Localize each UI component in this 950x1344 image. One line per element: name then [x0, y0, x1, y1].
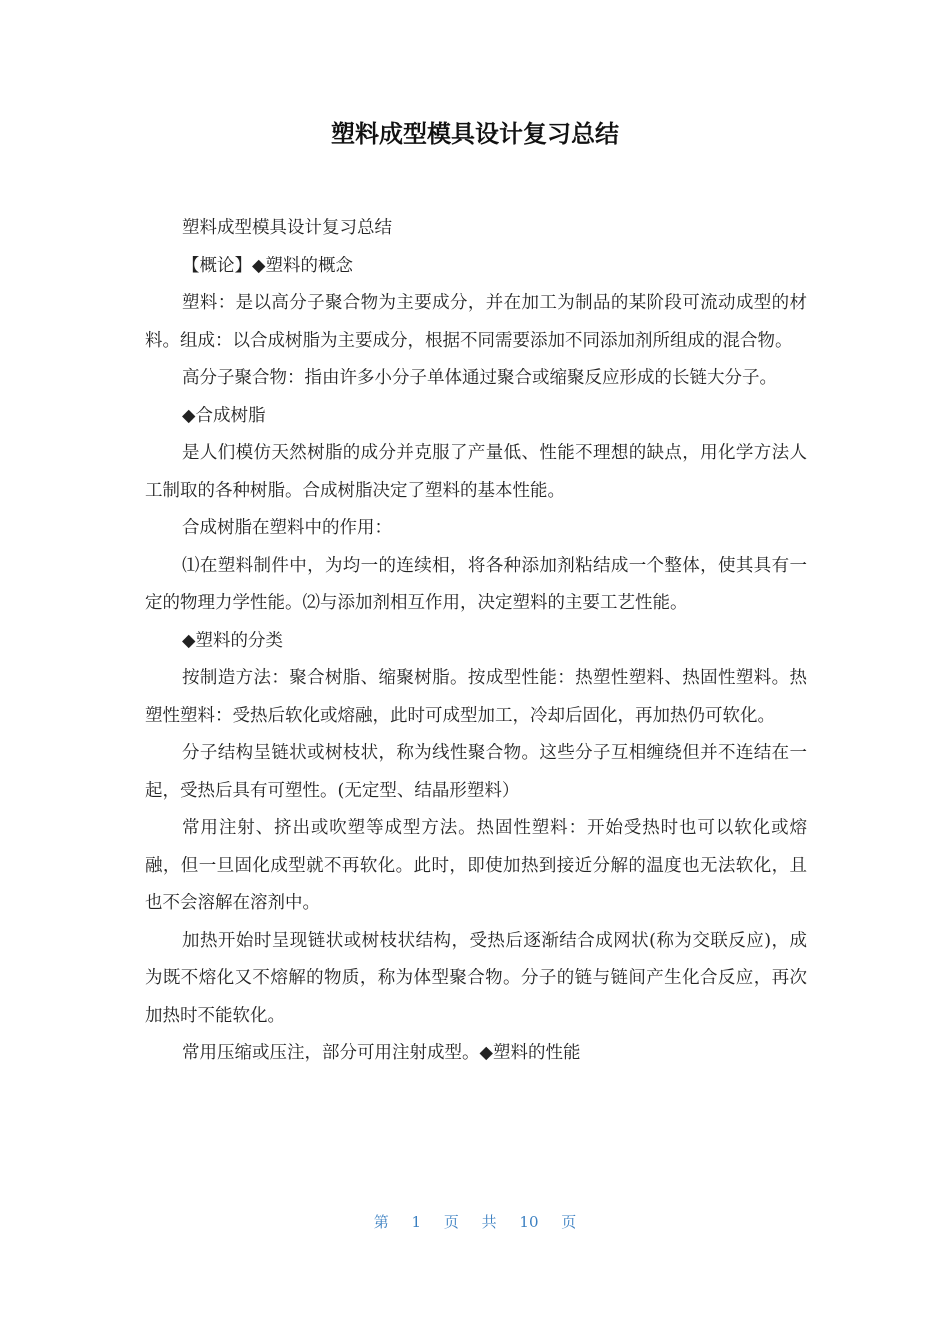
footer-label-page: 第 [373, 1213, 389, 1231]
paragraph: 塑料成型模具设计复习总结 [182, 218, 392, 238]
paragraph: 加热开始时呈现链状或树枝状结构，受热后逐渐结合成网状(称为交联反应)，成为既不熔化又不熔解的物质，称为体型聚合物。分子的链与链间产生化合反应，再次加热时不能软化。 [145, 930, 807, 1026]
paragraph: 常用压缩或压注，部分可用注射成型。◆塑料的性能 [182, 1043, 581, 1063]
paragraph: 塑料：是以高分子聚合物为主要成分，并在加工为制品的某阶段可流动成型的材料。组成：以合成树脂为主要成分，根据不同需要添加不同添加剂所组成的混合物。 [145, 293, 807, 351]
paragraph: 高分子聚合物：指由许多小分子单体通过聚合或缩聚反应形成的长链大分子。 [182, 368, 777, 388]
paragraph: 分子结构呈链状或树枝状，称为线性聚合物。这些分子互相缠绕但并不连结在一起，受热后具有可塑性。(无定型、结晶形塑料） [145, 743, 807, 801]
paragraph: 是人们模仿天然树脂的成分并克服了产量低、性能不理想的缺点，用化学方法人工制取的各种树脂。合成树脂决定了塑料的基本性能。 [145, 443, 807, 501]
footer-label-end: 页 [561, 1213, 577, 1231]
paragraph: 常用注射、挤出或吹塑等成型方法。热固性塑料：开始受热时也可以软化或熔融，但一旦固化成型就不再软化。此时，即使加热到接近分解的温度也无法软化，且也不会溶解在溶剂中。 [145, 818, 807, 913]
footer-label-of: 页 [443, 1213, 459, 1231]
paragraph: ⑴在塑料制件中，为均一的连续相，将各种添加剂粘结成一个整体，使其具有一定的物理力学性能。⑵与添加剂相互作用，决定塑料的主要工艺性能。 [145, 555, 807, 613]
footer-current-page: 1 [411, 1213, 422, 1231]
paragraph: ◆塑料的分类 [182, 630, 283, 651]
document-body [145, 210, 807, 1073]
footer-total-pages: 10 [519, 1213, 539, 1231]
page-footer [0, 1210, 950, 1234]
document-title: 塑料成型模具设计复习总结 [331, 120, 619, 148]
paragraph: 【概论】◆塑料的概念 [182, 255, 353, 276]
footer-label-total: 共 [481, 1213, 497, 1231]
paragraph: 按制造方法：聚合树脂、缩聚树脂。按成型性能：热塑性塑料、热固性塑料。热塑性塑料：受热后软化或熔融，此时可成型加工，冷却后固化，再加热仍可软化。 [145, 668, 807, 726]
paragraph: 合成树脂在塑料中的作用： [182, 518, 392, 538]
paragraph: ◆合成树脂 [182, 405, 266, 426]
